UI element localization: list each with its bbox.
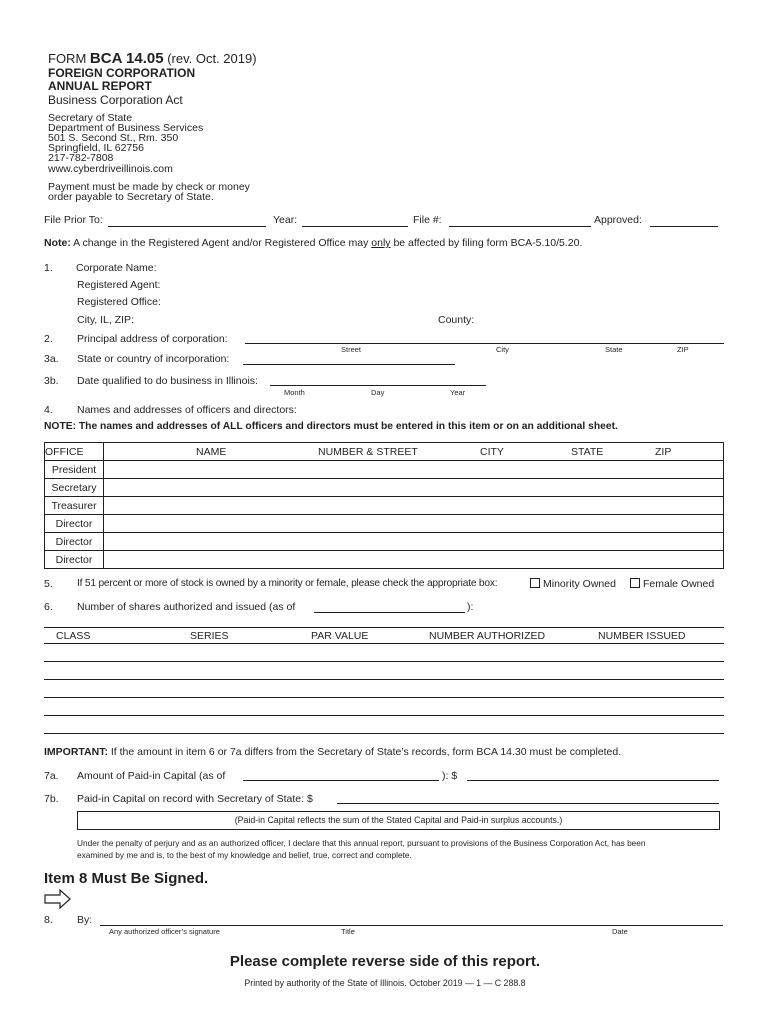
item-number: 5.	[44, 578, 53, 590]
form-revision: (rev. Oct. 2019)	[167, 51, 257, 66]
minority-owned-option[interactable]	[530, 578, 616, 590]
office-cell: Director	[45, 515, 104, 533]
table-row	[45, 479, 724, 497]
table-row	[45, 461, 724, 479]
minority-owned-checkbox[interactable]	[530, 578, 540, 588]
registered-office-label: Registered Office:	[77, 296, 161, 308]
item-number: 4.	[44, 404, 53, 416]
website-link[interactable]: www.cyberdriveillinois.com	[48, 163, 173, 175]
street-header: NUMBER & STREET	[318, 446, 418, 458]
paid-in-capital-note: (Paid-in Capital reflects the sum of the Stated Capital and Paid-in surplus accounts.)	[77, 811, 720, 830]
paid-in-capital-record-label: Paid-in Capital on record with Secretary of State: $	[77, 793, 313, 805]
form-act: Business Corporation Act	[48, 93, 183, 107]
form-code: BCA 14.05	[89, 50, 164, 67]
officers-header-row	[45, 443, 724, 461]
name-header: NAME	[196, 446, 227, 458]
shares-entry-line[interactable]	[44, 661, 724, 662]
series-header: SERIES	[190, 630, 229, 642]
address-line: 217-782-7808	[48, 152, 114, 164]
number-issued-header: NUMBER ISSUED	[598, 630, 686, 642]
number-authorized-header: NUMBER AUTHORIZED	[429, 630, 546, 642]
zip-header: ZIP	[655, 446, 672, 458]
year-label: Year:	[273, 214, 298, 226]
state-of-incorporation-label: State or country of incorporation:	[77, 353, 230, 365]
principal-address-label: Principal address of corporation:	[77, 333, 228, 345]
city-sublabel: City	[496, 345, 509, 354]
officer-entry-field[interactable]	[104, 515, 724, 533]
officers-note: NOTE: The names and addresses of ALL officers and directors must be entered in this item or on an additional sheet.	[44, 421, 618, 432]
female-owned-option[interactable]	[630, 578, 714, 590]
file-prior-label: File Prior To:	[44, 214, 103, 226]
shares-entry-line[interactable]	[44, 733, 724, 734]
officer-entry-field[interactable]	[104, 497, 724, 515]
important-text: If the amount in item 6 or 7a differs from the Secretary of State’s records, form BCA 14.30 must be completed.	[107, 746, 622, 758]
state-sublabel: State	[605, 345, 623, 354]
registered-agent-note	[44, 237, 582, 249]
address-line: Secretary of State	[48, 112, 133, 124]
payment-line: order payable to Secretary of State.	[48, 191, 214, 203]
address-line: Springfield, IL 62756	[48, 142, 144, 154]
note-text: A change in the Registered Agent and/or Registered Office may	[70, 237, 372, 249]
shares-entry-line[interactable]	[44, 715, 724, 716]
day-sublabel: Day	[371, 388, 385, 397]
minority-owned-label: Minority Owned	[543, 578, 616, 590]
officers-columns-header	[104, 443, 724, 461]
date-qualified-field[interactable]	[270, 385, 486, 386]
zip-sublabel: ZIP	[677, 345, 689, 354]
signature-sublabel: Any authorized officer’s signature	[109, 927, 220, 936]
shares-label-close: ):	[467, 601, 474, 613]
item-number: 1.	[44, 262, 53, 274]
reverse-side-notice: Please complete reverse side of this report.	[229, 953, 541, 970]
item-number: 7a.	[44, 770, 59, 782]
divider	[44, 643, 724, 644]
shares-entry-line[interactable]	[44, 697, 724, 698]
officer-entry-field[interactable]	[104, 551, 724, 569]
par-value-header: PAR VALUE	[311, 630, 369, 642]
note-label: Note:	[44, 237, 71, 249]
state-of-incorporation-field[interactable]	[243, 364, 455, 365]
item8-heading: Item 8 Must Be Signed.	[44, 870, 209, 887]
principal-address-field[interactable]	[245, 343, 724, 344]
state-header: STATE	[571, 446, 604, 458]
county-label: County:	[438, 314, 475, 326]
office-cell: Secretary	[45, 479, 104, 497]
item-number: 6.	[44, 601, 53, 613]
printed-by-footer: Printed by authority of the State of Illinois. October 2019 — 1 — C 288.8	[244, 978, 526, 988]
item-number: 2.	[44, 333, 53, 345]
title-sublabel: Title	[341, 927, 355, 936]
corporate-name-label: Corporate Name:	[76, 262, 157, 274]
item-number: 3b.	[44, 375, 59, 387]
paid-in-capital-record-field[interactable]	[337, 803, 719, 804]
item-number: 8.	[44, 914, 53, 926]
office-cell: President	[45, 461, 104, 479]
note-emphasis: only	[371, 237, 391, 249]
paid-in-capital-label: Amount of Paid-in Capital (as of	[77, 770, 226, 782]
form-title-line2: ANNUAL REPORT	[48, 79, 152, 93]
officers-table	[44, 442, 724, 569]
important-note	[44, 746, 621, 758]
officer-entry-field[interactable]	[104, 461, 724, 479]
office-cell: Director	[45, 551, 104, 569]
paid-in-capital-close: ): $	[442, 770, 458, 782]
payment-line: Payment must be made by check or money	[48, 181, 250, 193]
form-prefix: FORM	[48, 51, 87, 66]
file-prior-field[interactable]	[108, 226, 266, 227]
arrow-right-icon	[44, 889, 72, 909]
date-qualified-label: Date qualified to do business in Illinois:	[77, 375, 258, 387]
approved-label: Approved:	[594, 214, 642, 226]
note-text: be affected by filing form BCA-5.10/5.20.	[390, 237, 583, 249]
city-zip-label: City, IL, ZIP:	[77, 314, 134, 326]
important-label: IMPORTANT:	[44, 746, 108, 758]
female-owned-label: Female Owned	[643, 578, 715, 590]
office-cell: Director	[45, 533, 104, 551]
paid-in-capital-date-field[interactable]	[243, 780, 439, 781]
approved-field[interactable]	[650, 226, 718, 227]
table-row	[45, 533, 724, 551]
registered-agent-label: Registered Agent:	[77, 279, 161, 291]
form-title-line1: FOREIGN CORPORATION	[48, 66, 196, 80]
paid-in-capital-amount-field[interactable]	[467, 780, 719, 781]
table-row	[45, 497, 724, 515]
month-sublabel: Month	[284, 388, 305, 397]
office-cell: Treasurer	[45, 497, 104, 515]
street-sublabel: Street	[341, 345, 362, 354]
table-row	[45, 515, 724, 533]
table-row	[45, 551, 724, 569]
city-header: CITY	[480, 446, 504, 458]
address-line: Department of Business Services	[48, 122, 204, 134]
office-header: OFFICE	[45, 443, 104, 461]
item-number: 7b.	[44, 793, 59, 805]
shares-as-of-date-field[interactable]	[314, 612, 465, 613]
officers-label: Names and addresses of officers and directors:	[77, 404, 297, 416]
ownership-label: If 51 percent or more of stock is owned by a minority or female, please check the appropriate box:	[77, 578, 498, 589]
date-sublabel: Date	[612, 927, 628, 936]
officer-entry-field[interactable]	[104, 479, 724, 497]
shares-label: Number of shares authorized and issued (as of	[77, 601, 296, 613]
shares-entry-line[interactable]	[44, 679, 724, 680]
year-field[interactable]	[302, 226, 408, 227]
divider	[44, 627, 724, 628]
by-label: By:	[77, 914, 93, 926]
item-number: 3a.	[44, 353, 59, 365]
address-line: 501 S. Second St., Rm. 350	[48, 132, 179, 144]
perjury-statement-line1: Under the penalty of perjury and as an authorized officer, I declare that this annual report, pursuant to provisions of the Business Corporation Act, has been	[77, 838, 646, 848]
file-number-field[interactable]	[449, 226, 591, 227]
officer-entry-field[interactable]	[104, 533, 724, 551]
female-owned-checkbox[interactable]	[630, 578, 640, 588]
form-number	[48, 50, 257, 67]
year-sublabel: Year	[450, 388, 466, 397]
perjury-statement-line2: examined by me and is, to the best of my knowledge and belief, true, correct and complete.	[77, 850, 412, 860]
signature-field[interactable]	[100, 925, 723, 926]
class-header: CLASS	[56, 630, 91, 642]
file-number-label: File #:	[413, 214, 442, 226]
